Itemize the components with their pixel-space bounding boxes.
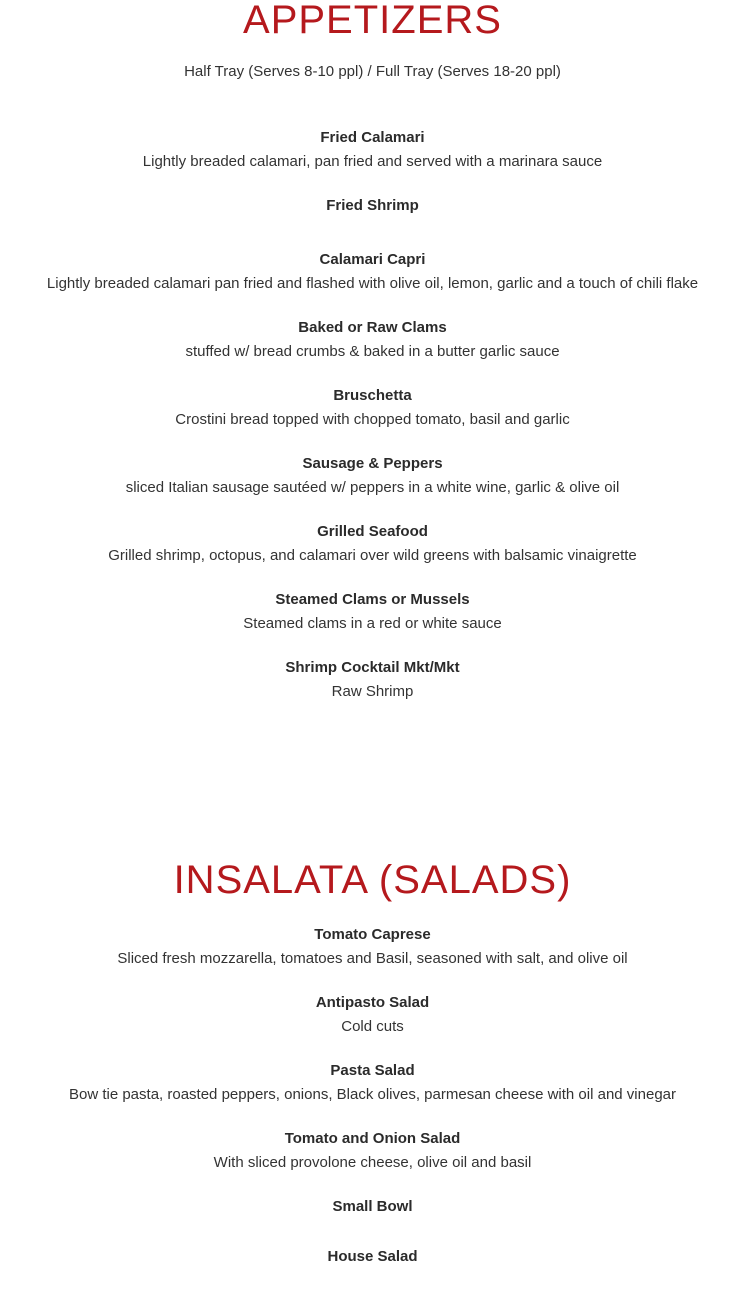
- menu-item-small-bowl: [20, 1195, 725, 1219]
- menu-item-antipasto-salad: [20, 991, 725, 1039]
- item-name: House Salad: [327, 1248, 418, 1265]
- item-description: sliced Italian sausage sautéed w/ peppers in a white wine, garlic & olive oil: [125, 479, 620, 496]
- item-name: Tomato and Onion Salad: [284, 1130, 461, 1147]
- menu-item-house-salad: [20, 1245, 725, 1269]
- menu-item-grilled-seafood: [20, 520, 725, 568]
- appetizers-menu-list: [20, 126, 725, 724]
- menu-item-tomato-caprese: [20, 923, 725, 971]
- salads-heading: INSALATA (SALADS): [173, 858, 572, 902]
- item-name: Grilled Seafood: [317, 523, 428, 540]
- item-name: Tomato Caprese: [314, 926, 431, 943]
- item-description: Lightly breaded calamari pan fried and flashed with olive oil, lemon, garlic and a touch of chili flake: [46, 275, 699, 292]
- item-name: Fried Calamari: [320, 129, 425, 146]
- item-name: Baked or Raw Clams: [298, 319, 447, 336]
- menu-item-shrimp-cocktail: [20, 656, 725, 704]
- menu-item-bruschetta: [20, 384, 725, 432]
- item-name: Sausage & Peppers: [302, 455, 443, 472]
- item-description: Grilled shrimp, octopus, and calamari over wild greens with balsamic vinaigrette: [108, 547, 637, 564]
- menu-item-fried-shrimp: [20, 194, 725, 218]
- menu-item-tomato-and-onion-salad: [20, 1127, 725, 1175]
- item-description: Bow tie pasta, roasted peppers, onions, Black olives, parmesan cheese with oil and vinegar: [68, 1086, 676, 1103]
- tray-size-subtitle: Half Tray (Serves 8-10 ppl) / Full Tray (Serves 18-20 ppl): [184, 63, 561, 80]
- menu-item-sausage-and-peppers: [20, 452, 725, 500]
- item-name: Pasta Salad: [330, 1062, 415, 1079]
- item-name: Bruschetta: [333, 387, 412, 404]
- menu-item-fried-calamari: [20, 126, 725, 174]
- menu-item-baked-or-raw-clams: [20, 316, 725, 364]
- item-name: Steamed Clams or Mussels: [275, 591, 470, 608]
- item-description: Cold cuts: [341, 1018, 404, 1035]
- appetizers-heading: APPETIZERS: [243, 0, 502, 42]
- item-description: stuffed w/ bread crumbs & baked in a butter garlic sauce: [185, 343, 560, 360]
- item-description: Lightly breaded calamari, pan fried and served with a marinara sauce: [142, 153, 603, 170]
- item-description: Raw Shrimp: [331, 683, 414, 700]
- menu-item-calamari-capri: [20, 248, 725, 296]
- item-description: With sliced provolone cheese, olive oil and basil: [213, 1154, 532, 1171]
- item-name: Small Bowl: [332, 1198, 413, 1215]
- item-name: Antipasto Salad: [315, 994, 430, 1011]
- item-description: Sliced fresh mozzarella, tomatoes and Basil, seasoned with salt, and olive oil: [117, 950, 628, 967]
- item-name: Calamari Capri: [319, 251, 426, 268]
- item-description: Crostini bread topped with chopped tomato, basil and garlic: [175, 411, 570, 428]
- menu-item-steamed-clams-or-mussels: [20, 588, 725, 636]
- item-name: Shrimp Cocktail Mkt/Mkt: [285, 659, 460, 676]
- item-description: Steamed clams in a red or white sauce: [243, 615, 502, 632]
- salads-menu-list: [20, 923, 725, 1289]
- menu-item-pasta-salad: [20, 1059, 725, 1107]
- item-name: Fried Shrimp: [326, 197, 419, 214]
